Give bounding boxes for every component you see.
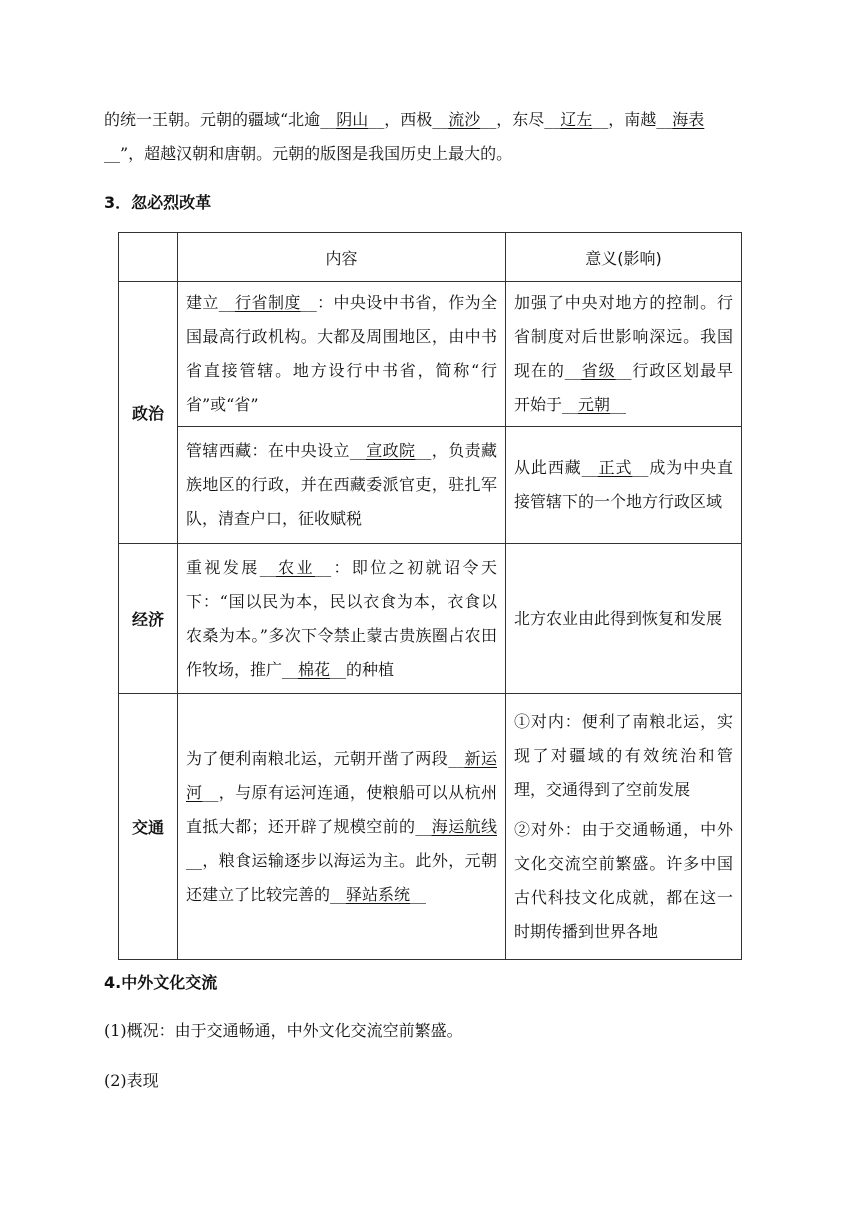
cell-text: ，负责藏族地区的行政，并在西藏委派官吏，驻扎军队，清查户口，征收赋税 <box>186 441 497 528</box>
blank-underline: __ <box>448 748 465 768</box>
cell-text: 行政区划最早开始于 <box>514 361 733 414</box>
cell-text: 建立 <box>186 293 219 312</box>
category-transport: 交通 <box>119 694 178 960</box>
blank-underline: __ <box>330 659 347 679</box>
answer-east: 辽左 <box>560 110 593 129</box>
section-4-item-1: (1)概况：由于交通畅通，中外文化交流空前繁盛。 <box>104 1021 463 1040</box>
header-content: 内容 <box>178 233 506 282</box>
blank-underline: __ <box>610 395 627 414</box>
blank-underline: __ <box>202 782 219 802</box>
transport-meaning <box>506 694 742 960</box>
blank-underline: __ <box>282 659 299 679</box>
answer-agriculture: 农业 <box>275 557 316 577</box>
header-empty-cell <box>119 233 178 282</box>
blank-underline: __ <box>432 110 449 129</box>
blank-underline: __ <box>564 361 581 380</box>
answer-yuan-dynasty: 元朝 <box>578 395 611 414</box>
blank-underline: __ <box>592 110 609 129</box>
cell-text: 成为中央直接管辖下的一个地方行政区域 <box>514 458 733 511</box>
header-meaning: 意义(影响) <box>506 233 742 282</box>
blank-underline: __ <box>632 458 649 477</box>
blank-underline: __ <box>104 144 120 163</box>
cell-text: 加强了中央对地方的控制。行省制度对后世影响深远。我国现在的 <box>514 293 733 380</box>
blank-underline: __ <box>368 110 385 129</box>
section-3-heading: 3．忽必烈改革 <box>104 193 212 212</box>
intro-text: ，南越 <box>608 110 657 129</box>
blank-underline: __ <box>480 110 497 129</box>
cell-text: ，粮食运输逐步以海运为主。此外，元朝还建立了比较完善的 <box>186 850 497 904</box>
politics-meaning-2 <box>506 427 742 544</box>
blank-underline: __ <box>186 850 202 870</box>
cell-text: ：即位之初就诏令天下：“国以民为本，民以衣食为本，衣食以农桑为本。”多次下令禁止蒙古贵族圈占农田作牧场，推广 <box>186 557 497 679</box>
intro-text: 的统一王朝。元朝的疆域“北逾 <box>104 110 321 129</box>
table-row-politics-2 <box>119 427 742 544</box>
transport-content <box>178 694 506 960</box>
reform-table <box>118 232 742 960</box>
answer-provincial-level: 省级 <box>580 361 616 380</box>
section-4-item-2: (2)表现 <box>104 1071 159 1090</box>
cell-text: 管辖西藏：在中央设立 <box>186 441 350 460</box>
blank-underline: __ <box>330 884 347 904</box>
cell-text: ，与原有运河连通，使粮船可以从杭州直抵大都；还开辟了规模空前的 <box>186 782 497 836</box>
table-row-economy <box>119 544 742 694</box>
intro-text: ，东尽 <box>496 110 545 129</box>
transport-meaning-internal: ①对内：便利了南粮北运，实现了对疆域的有效统治和管理，交通得到了空前发展 <box>514 711 733 799</box>
blank-underline: __ <box>562 395 579 414</box>
transport-meaning-external: ②对外：由于交通畅通，中外文化交流空前繁盛。许多中国古代科技文化成就，都在这一时期传播到世界各地 <box>514 819 733 941</box>
answer-xuanzheng-yuan: 宣政院 <box>365 441 416 460</box>
politics-meaning-1 <box>506 282 742 427</box>
answer-post-station-system: 驿站系统 <box>346 884 411 904</box>
blank-underline: __ <box>410 884 427 904</box>
category-economy: 经济 <box>119 544 178 694</box>
answer-new-canal: 新运河 <box>186 748 497 802</box>
table-row-politics-1 <box>119 282 742 427</box>
blank-underline: __ <box>656 110 673 129</box>
cell-text: 重视发展 <box>186 557 260 577</box>
intro-line-1 <box>104 103 764 137</box>
blank-underline: __ <box>415 441 432 460</box>
blank-underline: __ <box>320 110 337 129</box>
blank-underline: __ <box>581 458 598 477</box>
blank-underline: __ <box>615 361 632 380</box>
table-row-transport <box>119 694 742 960</box>
cell-text: 的种植 <box>346 659 395 679</box>
answer-officially: 正式 <box>597 458 633 477</box>
economy-meaning: 北方农业由此得到恢复和发展 <box>506 544 742 694</box>
intro-text: ”，超越汉朝和唐朝。元朝的版图是我国历史上最大的。 <box>120 144 513 163</box>
politics-content-1 <box>178 282 506 427</box>
answer-south: 海表 <box>672 110 705 129</box>
blank-underline: __ <box>218 293 235 312</box>
blank-underline: __ <box>300 293 317 312</box>
answer-provincial-system: 行省制度 <box>234 293 301 312</box>
politics-content-2 <box>178 427 506 544</box>
cell-text: 为了便利南粮北运，元朝开凿了两段 <box>186 748 449 768</box>
cell-text: 从此西藏 <box>514 458 582 477</box>
blank-underline: __ <box>315 557 332 577</box>
category-politics: 政治 <box>119 282 178 544</box>
economy-content <box>178 544 506 694</box>
blank-underline: __ <box>544 110 561 129</box>
section-4-heading: 4.中外文化交流 <box>104 973 218 992</box>
cell-text: ：中央设中书省，作为全国最高行政机构。大都及周围地区，由中书省直接管辖。地方设行中书省，简称“行省”或“省” <box>186 293 497 414</box>
answer-cotton: 棉花 <box>298 659 331 679</box>
answer-sea-route: 海运航线 <box>431 816 497 836</box>
blank-underline: __ <box>349 441 366 460</box>
table-header-row <box>119 233 742 282</box>
answer-west: 流沙 <box>448 110 481 129</box>
blank-underline: __ <box>259 557 276 577</box>
intro-text: ，西极 <box>384 110 433 129</box>
blank-underline: __ <box>415 816 432 836</box>
intro-line-2 <box>104 137 764 171</box>
answer-north: 阴山 <box>336 110 369 129</box>
